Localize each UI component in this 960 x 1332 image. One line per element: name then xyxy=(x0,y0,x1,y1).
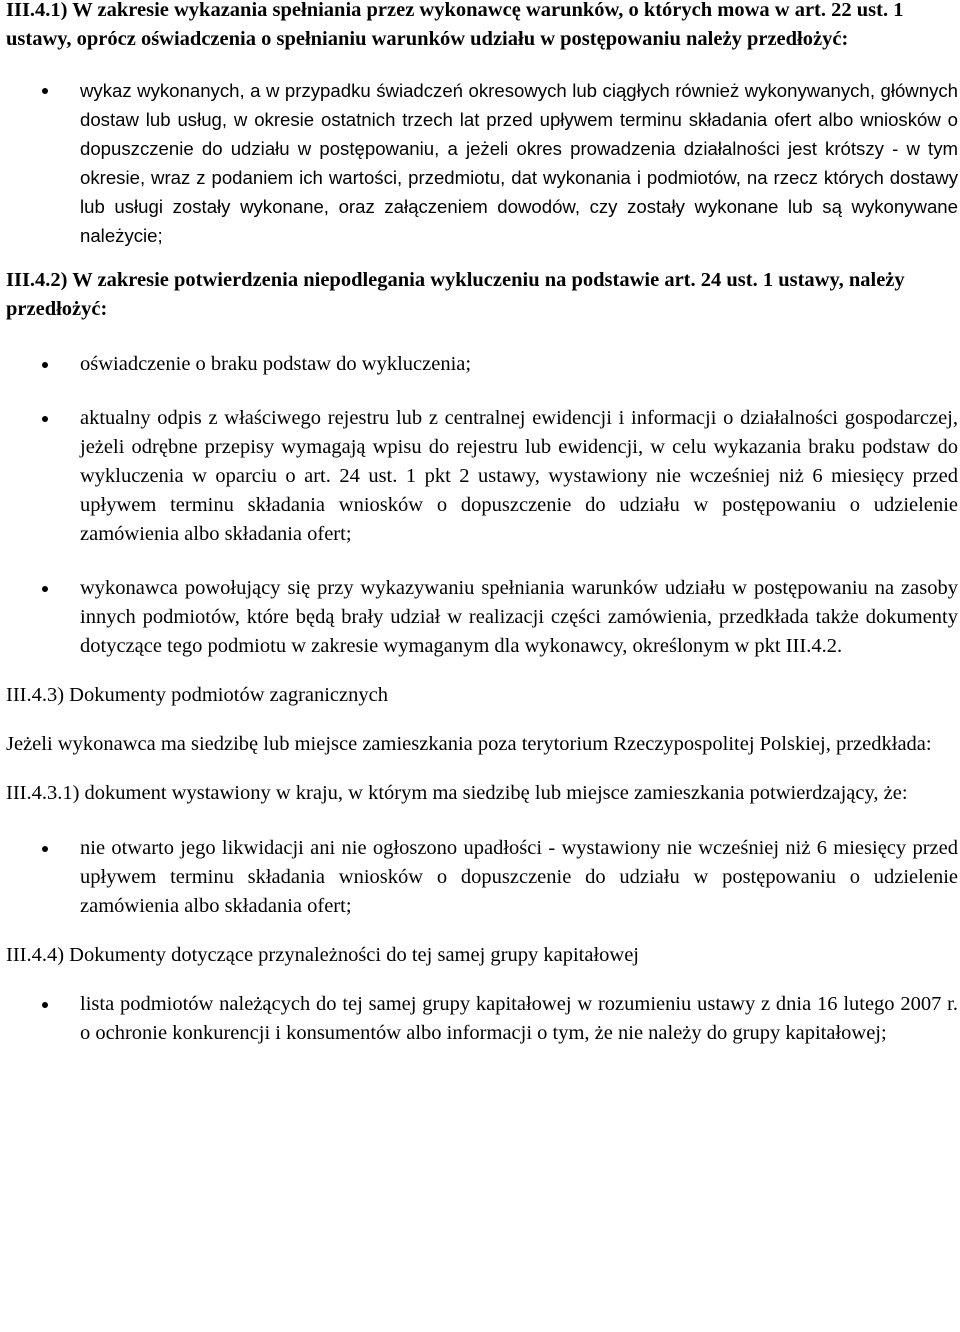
list-item xyxy=(6,350,958,379)
section-heading-iii-4-2: III.4.2) W zakresie potwierdzenia niepodlegania wykluczeniu na podstawie art. 24 ust. 1 ustawy, należy przedłożyć: xyxy=(6,269,905,320)
section-1-list xyxy=(6,76,958,250)
section-2-list xyxy=(6,350,958,661)
bullet-icon xyxy=(42,1002,48,1008)
section-3-list xyxy=(6,834,958,921)
section-4-list xyxy=(6,990,958,1048)
list-item-text: lista podmiotów należących do tej samej grupy kapitałowej w rozumieniu ustawy z dnia 16 lutego 2007 r. o ochronie konkurencji i konsumentów albo informacji o tym, że nie należy do grupy kapitałowej; xyxy=(80,993,958,1044)
list-item-text: oświadczenie o braku podstaw do wykluczenia; xyxy=(80,353,472,375)
section-heading-iii-4-3: III.4.3) Dokumenty podmiotów zagranicznych xyxy=(6,684,388,706)
list-item-text: wykonawca powołujący się przy wykazywaniu spełniania warunków udziału w postępowaniu na zasoby innych podmiotów, które będą brały udział w realizacji części zamówienia, przedkłada także dokumenty dotyczące tego podmiotu w zakresie wymaganym dla wykonawcy, określonym w pkt III.4.2. xyxy=(80,577,958,657)
list-item xyxy=(6,404,958,549)
list-item-text: nie otwarto jego likwidacji ani nie ogłoszono upadłości - wystawiony nie wcześniej niż 6 miesięcy przed upływem terminu składania wniosków o dopuszczenie do udziału w postępowaniu o udzielenie zamówienia albo składania ofert; xyxy=(80,837,958,917)
bullet-icon xyxy=(42,846,48,852)
bullet-icon xyxy=(42,586,48,592)
section-3-intro: Jeżeli wykonawca ma siedzibę lub miejsce zamieszkania poza terytorium Rzeczypospolitej Polskiej, przedkłada: xyxy=(6,733,932,755)
section-heading-iii-4-1: III.4.1) W zakresie wykazania spełniania przez wykonawcę warunków, o których mowa w art. 22 ust. 1 ustawy, oprócz oświadczenia o spełnianiu warunków udziału w postępowaniu należy przedłożyć: xyxy=(6,0,904,50)
section-heading-iii-4-4: III.4.4) Dokumenty dotyczące przynależności do tej samej grupy kapitałowej xyxy=(6,944,639,966)
section-heading-iii-4-3-1: III.4.3.1) dokument wystawiony w kraju, w którym ma siedzibę lub miejsce zamieszkania potwierdzający, że: xyxy=(6,782,908,804)
list-item xyxy=(6,990,958,1048)
list-item xyxy=(6,76,958,250)
list-item xyxy=(6,574,958,661)
bullet-icon xyxy=(42,88,48,94)
list-item-text: aktualny odpis z właściwego rejestru lub z centralnej ewidencji i informacji o działalności gospodarczej, jeżeli odrębne przepisy wymagają wpisu do rejestru lub ewidencji, w celu wykazania braku podstaw do wykluczenia w oparciu o art. 24 ust. 1 pkt 2 ustawy, wystawiony nie wcześniej niż 6 miesięcy przed upływem terminu składania wniosków o dopuszczenie do udziału w postępowaniu o udzielenie zamówienia albo składania ofert; xyxy=(80,407,958,545)
bullet-icon xyxy=(42,362,48,368)
list-item xyxy=(6,834,958,921)
list-item-text: wykaz wykonanych, a w przypadku świadczeń okresowych lub ciągłych również wykonywanych, głównych dostaw lub usług, w okresie ostatnich trzech lat przed upływem terminu składania ofert albo wniosków o dopuszczenie do udziału w postępowaniu, a jeżeli okres prowadzenia działalności jest krótszy - w tym okresie, wraz z podaniem ich wartości, przedmiotu, dat wykonania i podmiotów, na rzecz których dostawy lub usługi zostały wykonane, oraz załączeniem dowodów, czy zostały wykonane lub są wykonywane należycie; xyxy=(80,80,958,246)
bullet-icon xyxy=(42,416,48,422)
